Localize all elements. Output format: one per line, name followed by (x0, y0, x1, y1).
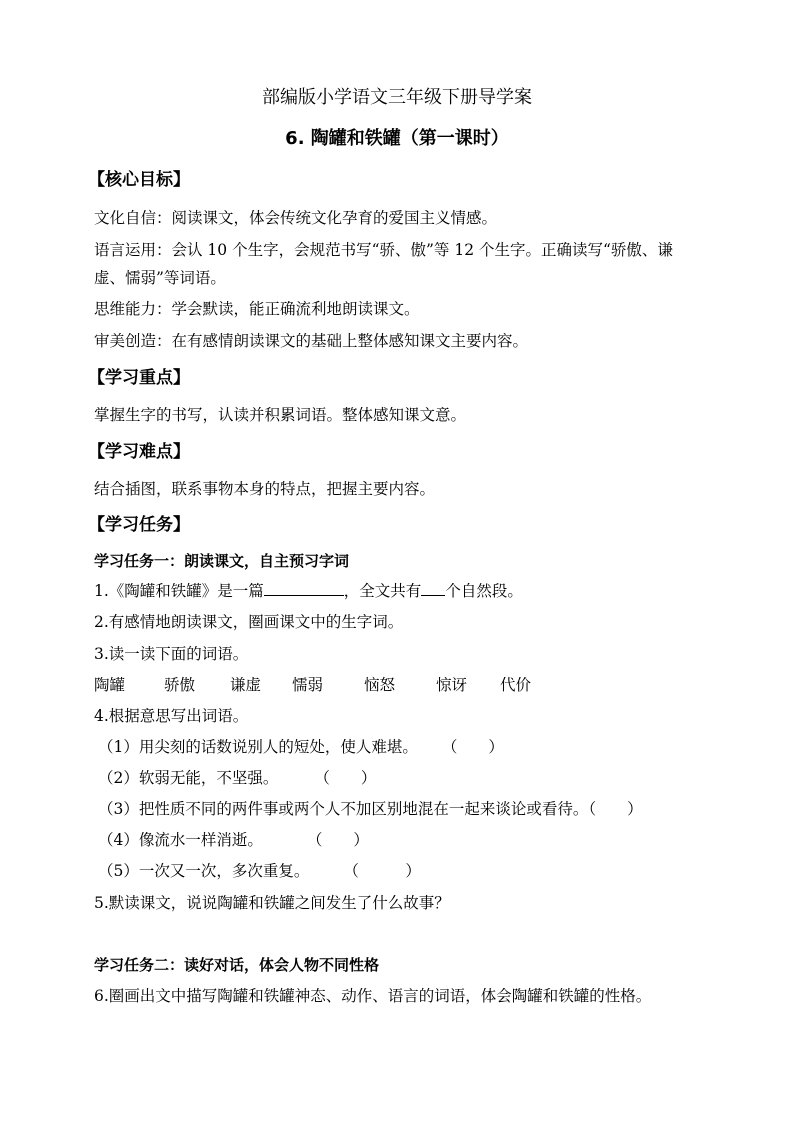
sub-question-text: （3）把性质不同的两件事或两个人不加区别地混在一起来谈论或看待。 (98, 800, 589, 818)
question-3: 3.读一读下面的词语。 (94, 645, 249, 663)
sub-question-2 (98, 768, 376, 788)
answer-paren[interactable]: （ ） (314, 769, 377, 787)
sub-question-text: （2）软弱无能，不坚强。 (98, 769, 279, 787)
question-1-part-a: 1.《陶罐和铁罐》是一篇 (94, 582, 264, 600)
word-item: 谦虚 (230, 676, 262, 694)
goal-culture: 文化自信：阅读课文，体会传统文化孕育的爱国主义情感。 (94, 209, 498, 227)
key-points-heading: 【学习重点】 (88, 368, 190, 388)
sub-question-1 (98, 737, 504, 757)
answer-blank-paragraphs[interactable] (421, 581, 445, 596)
task1-title: 学习任务一：朗读课文，自主预习字词 (94, 552, 350, 570)
lesson-title: 6. 陶罐和铁罐（第一课时） (285, 128, 509, 149)
question-1-part-b: ，全文共有 (343, 582, 422, 600)
word-item: 代价 (500, 676, 532, 694)
goal-aesthetic: 审美创造：在有感情朗读课文的基础上整体感知课文主要内容。 (94, 332, 529, 350)
series-title: 部编版小学语文三年级下册导学案 (262, 87, 532, 108)
sub-question-3 (98, 799, 643, 819)
task2-title: 学习任务二：读好对话，体会人物不同性格 (94, 956, 380, 974)
sub-question-5 (98, 861, 421, 881)
difficulties-heading: 【学习难点】 (88, 442, 190, 462)
word-item: 懦弱 (292, 676, 324, 694)
goal-thinking: 思维能力：学会默读，能正确流利地朗读课文。 (94, 300, 420, 318)
question-5: 5.默读课文，说说陶罐和铁罐之间发生了什么故事？ (94, 894, 450, 912)
answer-blank-genre[interactable] (264, 581, 344, 596)
answer-paren[interactable]: （ ） (343, 862, 421, 880)
sub-question-4 (98, 830, 369, 850)
goal-language-cont: 虚、懦弱”等词语。 (94, 269, 226, 287)
question-2: 2.有感情地朗读课文，圈画课文中的生字词。 (94, 613, 404, 631)
word-item: 骄傲 (164, 676, 196, 694)
word-item: 陶罐 (94, 676, 126, 694)
question-4: 4.根据意思写出词语。 (94, 707, 249, 725)
core-goals-heading: 【核心目标】 (88, 170, 190, 190)
sub-question-text: （4）像流水一样消逝。 (98, 831, 263, 849)
question-1 (94, 581, 523, 601)
answer-paren[interactable]: （ ） (588, 800, 643, 818)
answer-paren[interactable]: （ ） (441, 738, 504, 756)
difficulties-text: 结合插图，联系事物本身的特点，把握主要内容。 (94, 480, 436, 498)
word-list (94, 675, 531, 695)
goal-language: 语言运用：会认 10 个生字，会规范书写“骄、傲”等 12 个生字。正确读写“骄傲、谦 (94, 241, 673, 259)
word-item: 恼怒 (364, 676, 396, 694)
sub-question-text: （1）用尖刻的话数说别人的短处，使人难堪。 (98, 738, 418, 756)
question-6: 6.圈画出文中描写陶罐和铁罐神态、动作、语言的词语，体会陶罐和铁罐的性格。 (94, 987, 652, 1005)
sub-question-text: （5）一次又一次，多次重复。 (98, 862, 310, 880)
tasks-heading: 【学习任务】 (88, 515, 190, 535)
word-item: 惊讶 (436, 676, 468, 694)
key-points-text: 掌握生字的书写，认读并积累词语。整体感知课文意。 (94, 406, 467, 424)
question-1-part-c: 个自然段。 (445, 582, 523, 600)
answer-paren[interactable]: （ ） (306, 831, 369, 849)
